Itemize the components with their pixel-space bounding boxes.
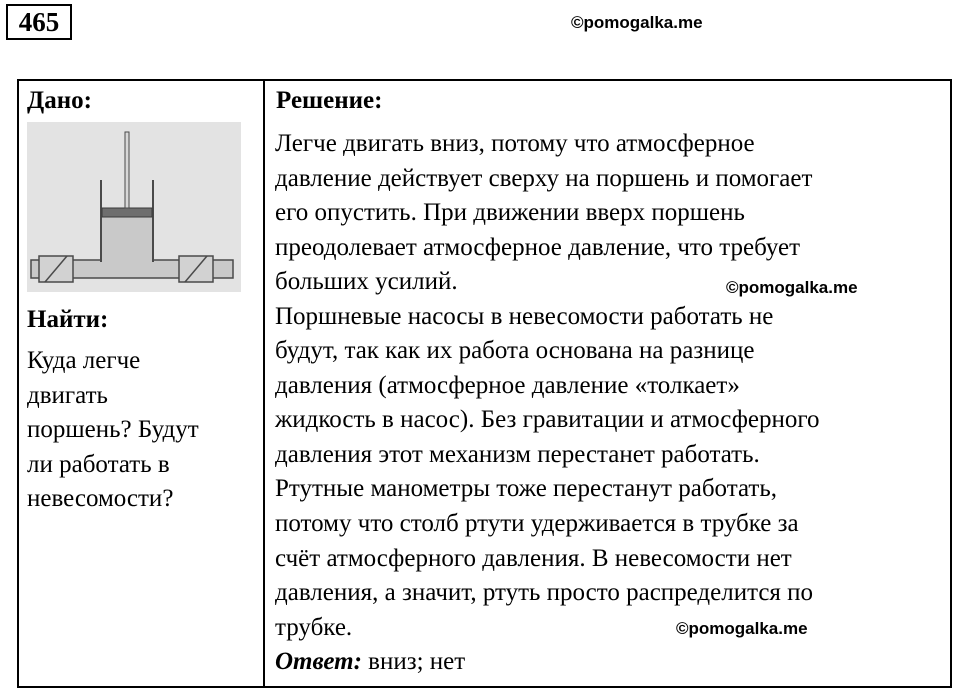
solution-line: трубке. (275, 613, 353, 641)
answer-label: Ответ: (275, 648, 362, 676)
find-line: невесомости? (27, 485, 174, 513)
solution-line: потому что столб ртути удерживается в трубке за (275, 510, 799, 538)
find-question (27, 344, 259, 517)
solution-label: Решение: (276, 87, 383, 114)
piston (102, 208, 152, 217)
solution-line: жидкость в насос). Без гравитации и атмосферного (275, 406, 820, 434)
solution-line: его опустить. При движении вверх поршень (275, 199, 745, 227)
watermark-bottom: ©pomogalka.me (676, 619, 808, 638)
solution-line: Поршневые насосы в невесомости работать не (275, 302, 774, 330)
solution-line: Ртутные манометры тоже перестанут работать, (275, 475, 777, 503)
find-line: Куда легче (27, 347, 141, 374)
watermark-middle: ©pomogalka.me (726, 278, 858, 297)
find-line: поршень? Будут (27, 416, 199, 444)
piston-pump-diagram (27, 122, 241, 292)
solution-line: давления этот механизм перестанет работать. (275, 440, 760, 468)
solution-line: счёт атмосферного давления. В невесомости нет (275, 544, 792, 572)
watermark-top: ©pomogalka.me (571, 13, 703, 32)
solution-text (275, 127, 951, 680)
answer-line (275, 645, 951, 680)
piston-rod (125, 132, 129, 208)
solution-line: больших усилий. (275, 268, 458, 296)
find-line: ли работать в (27, 450, 170, 478)
solution-line: Легче двигать вниз, потому что атмосферное (275, 130, 755, 157)
solution-line: давление действует сверху на поршень и помогает (275, 164, 813, 192)
solution-line: давления (атмосферное давление «толкает» (275, 371, 740, 399)
solution-line: будут, так как их работа основана на разнице (275, 337, 755, 365)
answer-value: вниз; нет (361, 648, 466, 676)
solution-line: давления, а значит, ртуть просто распределится по (275, 579, 814, 607)
column-divider (263, 79, 265, 688)
problem-number: 465 (6, 4, 72, 40)
liquid (101, 215, 153, 262)
find-label: Найти: (27, 306, 109, 333)
solution-line: преодолевает атмосферное давление, что требует (275, 233, 801, 261)
find-line: двигать (27, 381, 108, 409)
given-label: Дано: (27, 87, 92, 114)
